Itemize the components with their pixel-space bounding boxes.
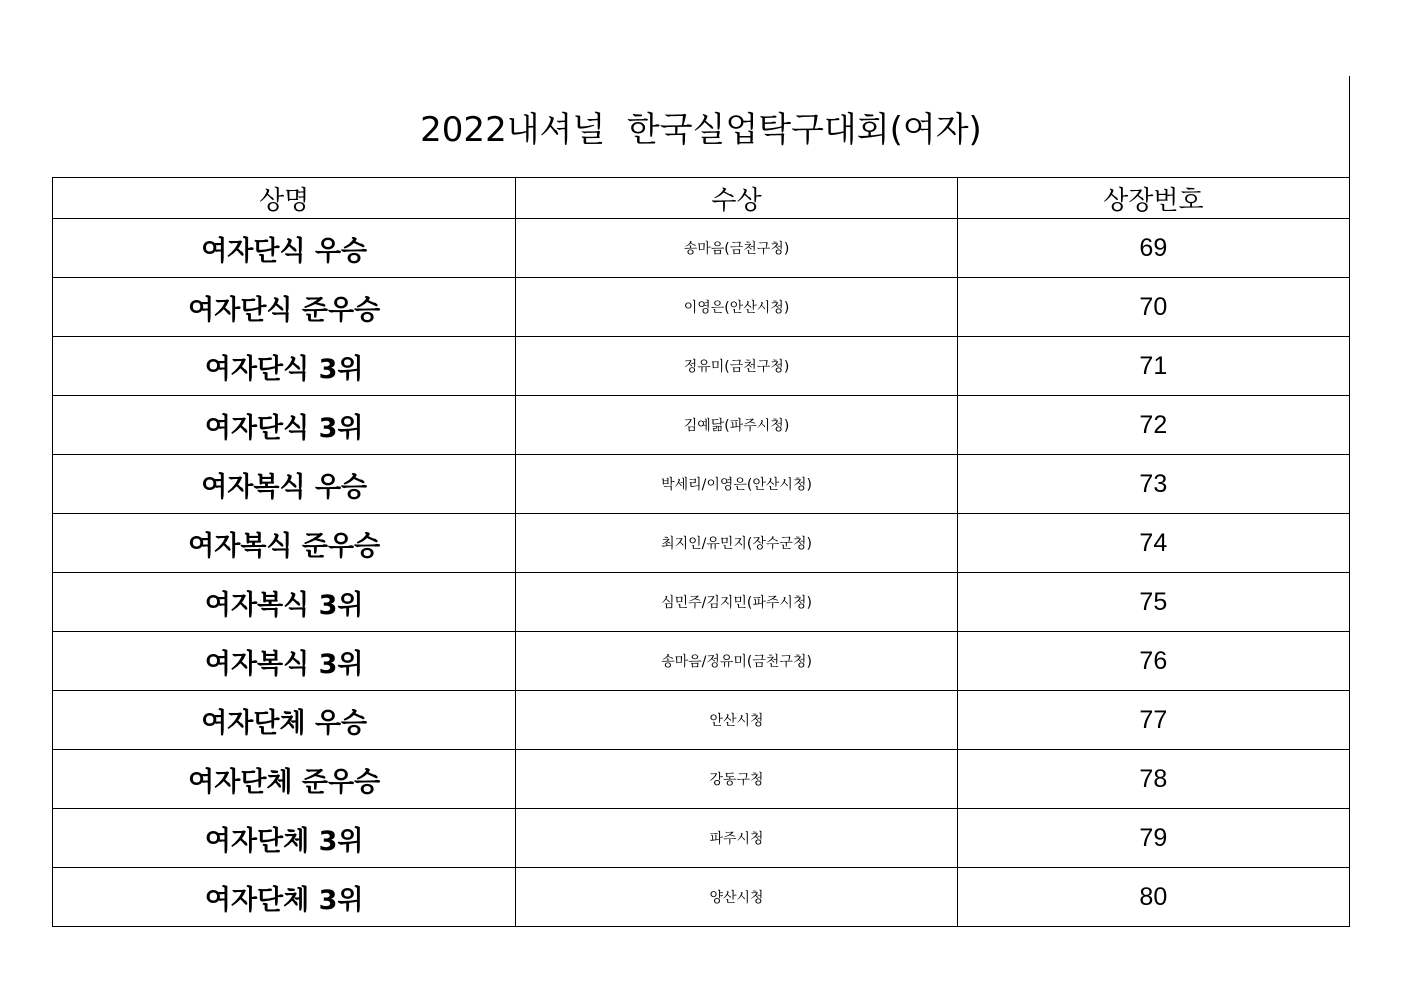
table-row	[53, 809, 1350, 868]
table-row	[53, 691, 1350, 750]
document-title: 2022내셔널 한국실업탁구대회(여자)	[420, 110, 982, 150]
winner-cell: 송마음(금천구청)	[516, 219, 957, 278]
award-name-cell: 여자단식 3위	[53, 337, 516, 396]
winner-cell: 이영은(안산시청)	[516, 278, 957, 337]
winner-cell: 송마음/정유미(금천구청)	[516, 632, 957, 691]
award-name-cell: 여자복식 준우승	[53, 514, 516, 573]
certificate-number-cell: 73	[957, 455, 1349, 514]
winner-cell: 파주시청	[516, 809, 957, 868]
winner-cell: 안산시청	[516, 691, 957, 750]
table-row	[53, 396, 1350, 455]
certificate-number-cell: 69	[957, 219, 1349, 278]
certificate-number-cell: 71	[957, 337, 1349, 396]
award-name-cell: 여자단식 준우승	[53, 278, 516, 337]
certificate-number-cell: 78	[957, 750, 1349, 809]
table-row	[53, 219, 1350, 278]
table-row	[53, 632, 1350, 691]
winner-cell: 심민주/김지민(파주시청)	[516, 573, 957, 632]
table-row	[53, 573, 1350, 632]
table-row	[53, 750, 1350, 809]
certificate-number-cell: 72	[957, 396, 1349, 455]
header-certificate-number: 상장번호	[957, 178, 1349, 219]
award-name-cell: 여자단체 우승	[53, 691, 516, 750]
table-row	[53, 455, 1350, 514]
certificate-number-cell: 74	[957, 514, 1349, 573]
awards-table	[52, 177, 1350, 927]
certificate-number-cell: 70	[957, 278, 1349, 337]
table-row	[53, 278, 1350, 337]
certificate-number-cell: 77	[957, 691, 1349, 750]
table-header-row	[53, 178, 1350, 219]
table-row	[53, 868, 1350, 927]
header-winner: 수상	[516, 178, 957, 219]
award-name-cell: 여자단식 3위	[53, 396, 516, 455]
winner-cell: 최지인/유민지(장수군청)	[516, 514, 957, 573]
winner-cell: 강동구청	[516, 750, 957, 809]
certificate-number-cell: 76	[957, 632, 1349, 691]
award-name-cell: 여자복식 3위	[53, 632, 516, 691]
table-row	[53, 514, 1350, 573]
award-name-cell: 여자단식 우승	[53, 219, 516, 278]
table-row	[53, 337, 1350, 396]
winner-cell: 양산시청	[516, 868, 957, 927]
award-name-cell: 여자복식 우승	[53, 455, 516, 514]
award-name-cell: 여자복식 3위	[53, 573, 516, 632]
certificate-number-cell: 75	[957, 573, 1349, 632]
header-award-name: 상명	[53, 178, 516, 219]
certificate-number-cell: 79	[957, 809, 1349, 868]
award-name-cell: 여자단체 준우승	[53, 750, 516, 809]
award-name-cell: 여자단체 3위	[53, 868, 516, 927]
winner-cell: 정유미(금천구청)	[516, 337, 957, 396]
award-name-cell: 여자단체 3위	[53, 809, 516, 868]
winner-cell: 박세리/이영은(안산시청)	[516, 455, 957, 514]
winner-cell: 김예닮(파주시청)	[516, 396, 957, 455]
certificate-number-cell: 80	[957, 868, 1349, 927]
